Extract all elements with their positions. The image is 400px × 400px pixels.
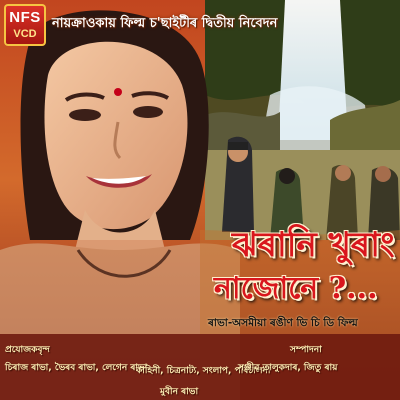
- producers-credit: [5, 342, 147, 375]
- editing-label: সম্পাদনা: [290, 345, 322, 355]
- music-name: মুবীন ৰাভা: [160, 387, 199, 397]
- presentation-tagline: নায়ক্ৰাওকায় ফিল্ম চ'ছাইটীৰ দ্বিতীয় নিবেদন: [52, 16, 278, 31]
- nfs-vcd-logo: [4, 4, 46, 46]
- logo-sub-text: VCD: [13, 28, 37, 40]
- credits-section: [0, 334, 400, 400]
- bindi: [114, 88, 122, 96]
- left-eye: [69, 109, 101, 121]
- producers-label: প্ৰযোজকবৃন্দ: [5, 345, 50, 355]
- right-eye: [133, 106, 163, 118]
- film-subtitle: ৰাভা-অসমীয়া ৰঙীণ ভি চি ডি ফিল্ম: [208, 317, 358, 329]
- logo-main-text: NFS: [9, 9, 41, 26]
- story-direction-label: কাহিনী, চিত্ৰনাট্য, সংলাপ, পৰিচালনা: [136, 366, 271, 376]
- editors-names: সঞ্জীৱ তালুকদাৰ, জিতু ৰায়: [238, 363, 338, 373]
- editing-credit: [238, 342, 338, 375]
- title-line-1: ঝৰানি খুৰাং: [232, 225, 395, 265]
- title-line-2: নাজোনে ?...: [214, 271, 378, 306]
- producers-names: চিৰাজ ৰাভা, ভৈৰব ৰাভা, লেগেন ৰাভা: [5, 363, 148, 373]
- music-credit: [160, 381, 198, 399]
